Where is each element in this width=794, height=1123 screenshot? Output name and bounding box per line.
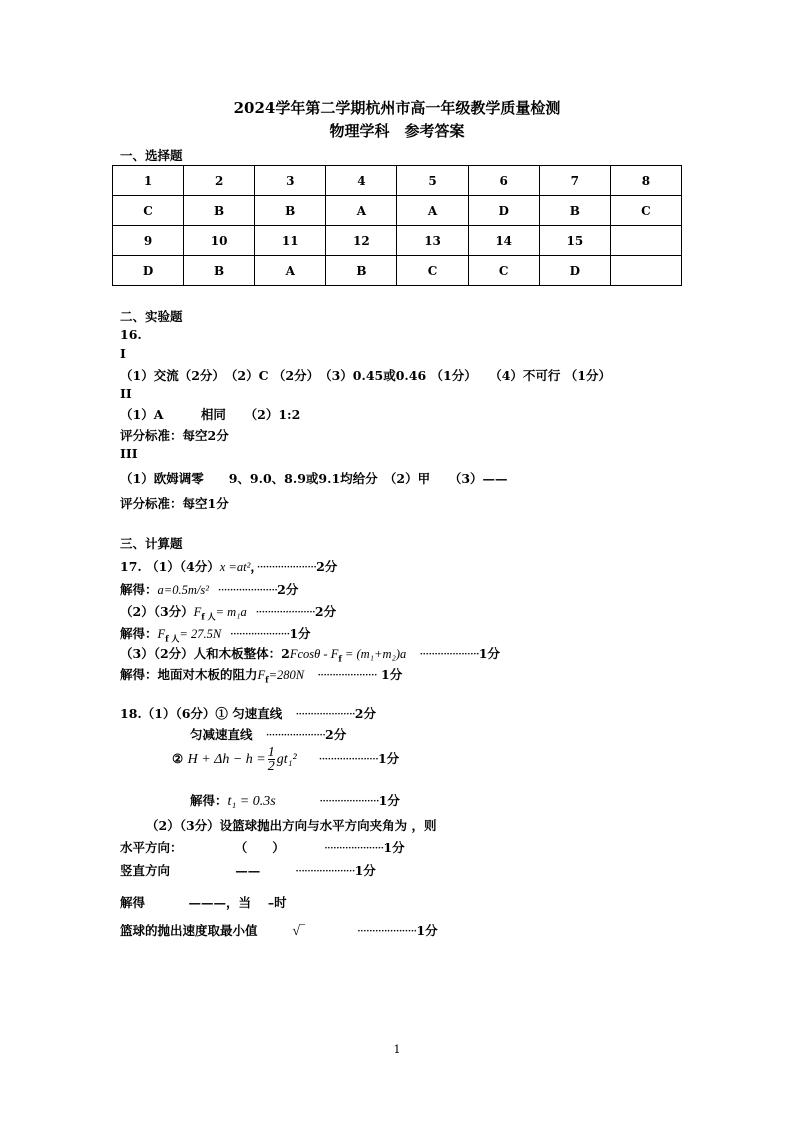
q17-line6: 解得：地面对木板的阻力$F_f=280N$ ···················· 1分: [120, 667, 403, 685]
q18-line1: 18.（1）（6分）① 匀速直线 ····················2分: [120, 706, 376, 721]
fraction: $\frac{1}{2}$: [267, 745, 275, 774]
table-cell: 2: [184, 166, 255, 196]
table-cell: 13: [397, 226, 468, 256]
q17-line1: 17. （1）（4分）x =at²，····················2分: [120, 559, 338, 574]
q16-label: 16.: [120, 327, 142, 342]
table-cell: 6: [468, 166, 539, 196]
table-cell: A: [326, 196, 397, 226]
q18-line8: 解得 ———，当 –时: [120, 895, 287, 910]
table-cell: C: [113, 196, 184, 226]
section2-heading: 二、实验题: [120, 309, 183, 324]
q18-line2: 匀减速直线 ····················2分: [190, 727, 347, 742]
table-cell: 11: [255, 226, 326, 256]
table-cell: A: [397, 196, 468, 226]
table-cell: C: [397, 256, 468, 286]
part3-answers: （1）欧姆调零 9、9.0、8.9或9.1均给分 （2）甲 （3）——: [120, 471, 508, 486]
q17-line4: 解得：$F_{f 人}= 27.5N \cdot\cdot\cdot\cdot\cdot\cdot\cdot\cdot\cdot\cdot\cdot\cdot\cdot\cdot\cdot\cdot\cdot\cdot\cdot\cdot 1$分: [120, 626, 311, 644]
q17-line5: （3）（2分）人和木板整体：$2Fcos\theta - F_f = (m_1+m_2)a$ ····················1分: [120, 646, 500, 664]
part3-score: 评分标准：每空1分: [120, 496, 229, 511]
table-cell: B: [539, 196, 610, 226]
q17-line3: （2）（3分）$F_{f 人}= m_1a \cdot\cdot\cdot\cdot\cdot\cdot\cdot\cdot\cdot\cdot\cdot\cdot\cdot\cdot\cdot\cdot\cdot\cdot\cdot\cdot 2$分: [120, 604, 337, 622]
table-cell: 3: [255, 166, 326, 196]
q18-line7: 竖直方向 —— ····················1分: [120, 863, 376, 878]
section3-heading: 三、计算题: [120, 536, 183, 551]
part2-score: 评分标准：每空2分: [120, 428, 229, 443]
table-row: [113, 196, 682, 226]
part2-answers: （1）A 相同 （2）1:2: [120, 407, 301, 422]
table-cell: 12: [326, 226, 397, 256]
table-cell: 7: [539, 166, 610, 196]
table-cell: B: [184, 196, 255, 226]
answer-table: [112, 165, 682, 286]
table-cell: C: [610, 196, 681, 226]
table-cell: [610, 256, 681, 286]
table-row: [113, 256, 682, 286]
page-number: 1: [393, 1043, 401, 1056]
table-cell: 1: [113, 166, 184, 196]
q18-line3: ② H + Δh − h = $\frac{1}{2}$ gt₁² ····················1分: [172, 745, 400, 774]
part3-label: III: [120, 446, 138, 461]
q18-line6: 水平方向： （ ） ····················1分: [120, 840, 405, 855]
q18-line4: 解得：t₁ = 0.3s ····················1分: [190, 793, 400, 809]
table-cell: [610, 226, 681, 256]
table-cell: D: [468, 196, 539, 226]
part1-answers: （1）交流（2分） （2）C （2分） （3）0.45或0.46 （1分） （4）不可行 （1分）: [120, 368, 611, 383]
q17-line2: 解得：a=0.5m/s² ····················2分: [120, 582, 299, 597]
part1-label: I: [120, 346, 126, 361]
table-row: [113, 166, 682, 196]
table-cell: 5: [397, 166, 468, 196]
section1-heading: 一、选择题: [120, 148, 183, 163]
table-cell: D: [113, 256, 184, 286]
table-cell: C: [468, 256, 539, 286]
table-cell: 8: [610, 166, 681, 196]
table-cell: B: [326, 256, 397, 286]
table-cell: A: [255, 256, 326, 286]
q18-line9: 篮球的抛出速度取最小值 √‾ ····················1分: [120, 923, 438, 939]
page-subtitle: 物理学科 参考答案: [329, 122, 465, 140]
table-cell: 15: [539, 226, 610, 256]
q18-line5: （2）（3分）设篮球抛出方向与水平方向夹角为 ，则: [146, 818, 437, 833]
table-cell: 14: [468, 226, 539, 256]
page-title: 2024学年第二学期杭州市高一年级教学质量检测: [233, 99, 561, 117]
part2-label: II: [120, 386, 132, 401]
table-cell: B: [255, 196, 326, 226]
table-cell: D: [539, 256, 610, 286]
table-cell: 9: [113, 226, 184, 256]
table-cell: 10: [184, 226, 255, 256]
table-row: [113, 226, 682, 256]
table-cell: 4: [326, 166, 397, 196]
table-cell: B: [184, 256, 255, 286]
